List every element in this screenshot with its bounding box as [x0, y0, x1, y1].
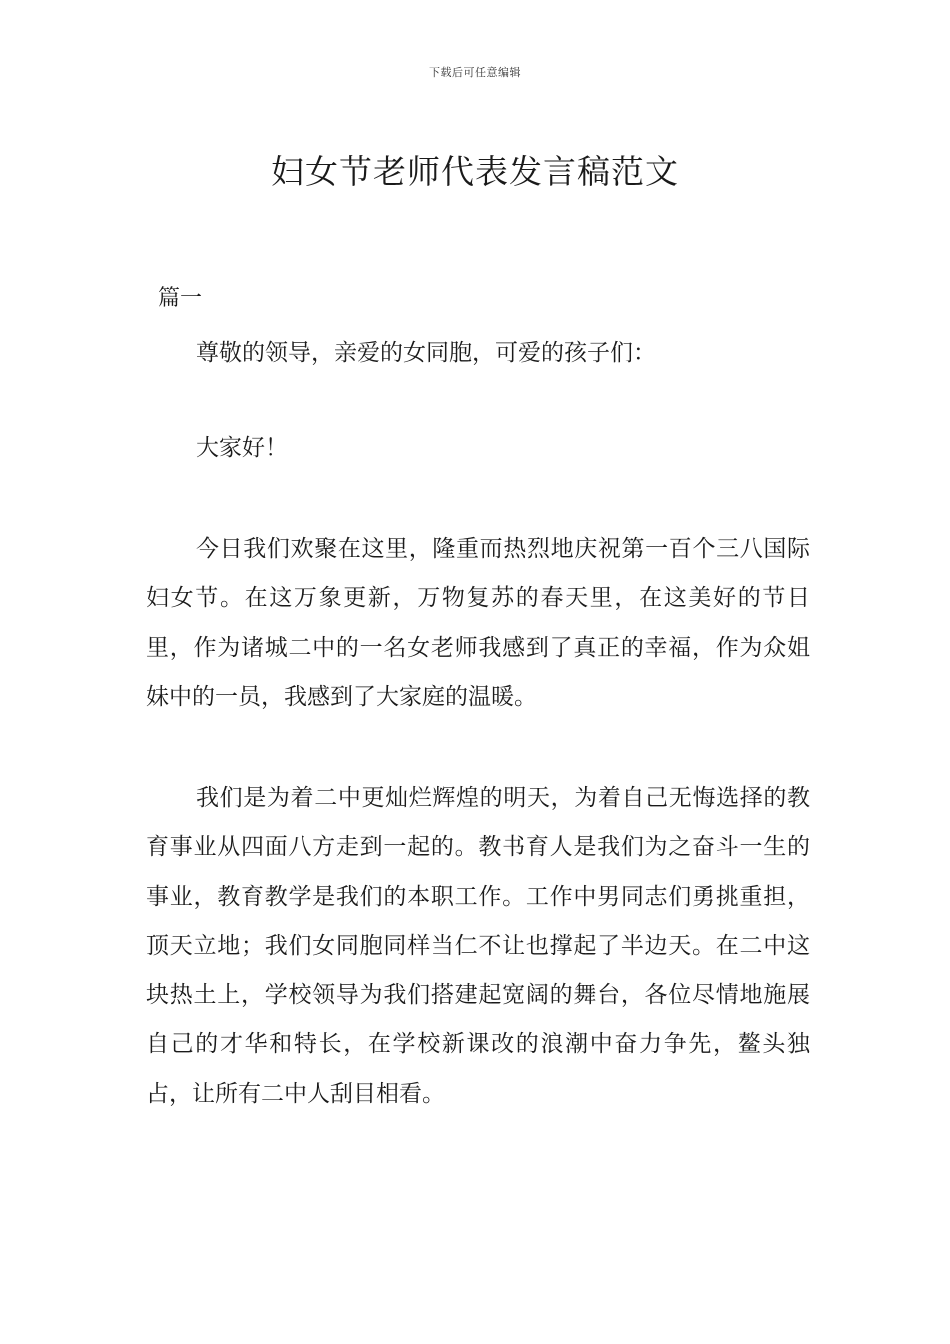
paragraph-hello: 大家好！: [196, 435, 288, 461]
paragraph-body-1: 今日我们欢聚在这里，隆重而热烈地庆祝第一百个三八国际妇女节。在这万象更新，万物复苏的春天里，在这美好的节日里，作为诸城二中的一名女老师我感到了真正的幸福，作为众姐妹中的一员，我感到了大家庭的温暖。: [146, 536, 810, 710]
paragraph-body-2: 我们是为着二中更灿烂辉煌的明天，为着自己无悔选择的教育事业从四面八方走到一起的。教书育人是我们为之奋斗一生的事业，教育教学是我们的本职工作。工作中男同志们勇挑重担，顶天立地；我们女同胞同样当仁不让也撑起了半边天。在二中这块热土上，学校领导为我们搭建起宽阔的舞台，各位尽情地施展自己的才华和特长，在学校新课改的浪潮中奋力争先，鳌头独占，让所有二中人刮目相看。: [146, 785, 810, 1107]
paragraph-greeting: 尊敬的领导，亲爱的女同胞，可爱的孩子们：: [196, 340, 656, 366]
section-label: 篇一: [158, 286, 203, 311]
header-note: 下载后可任意编辑: [429, 66, 521, 79]
document-title: 妇女节老师代表发言稿范文: [271, 152, 679, 192]
